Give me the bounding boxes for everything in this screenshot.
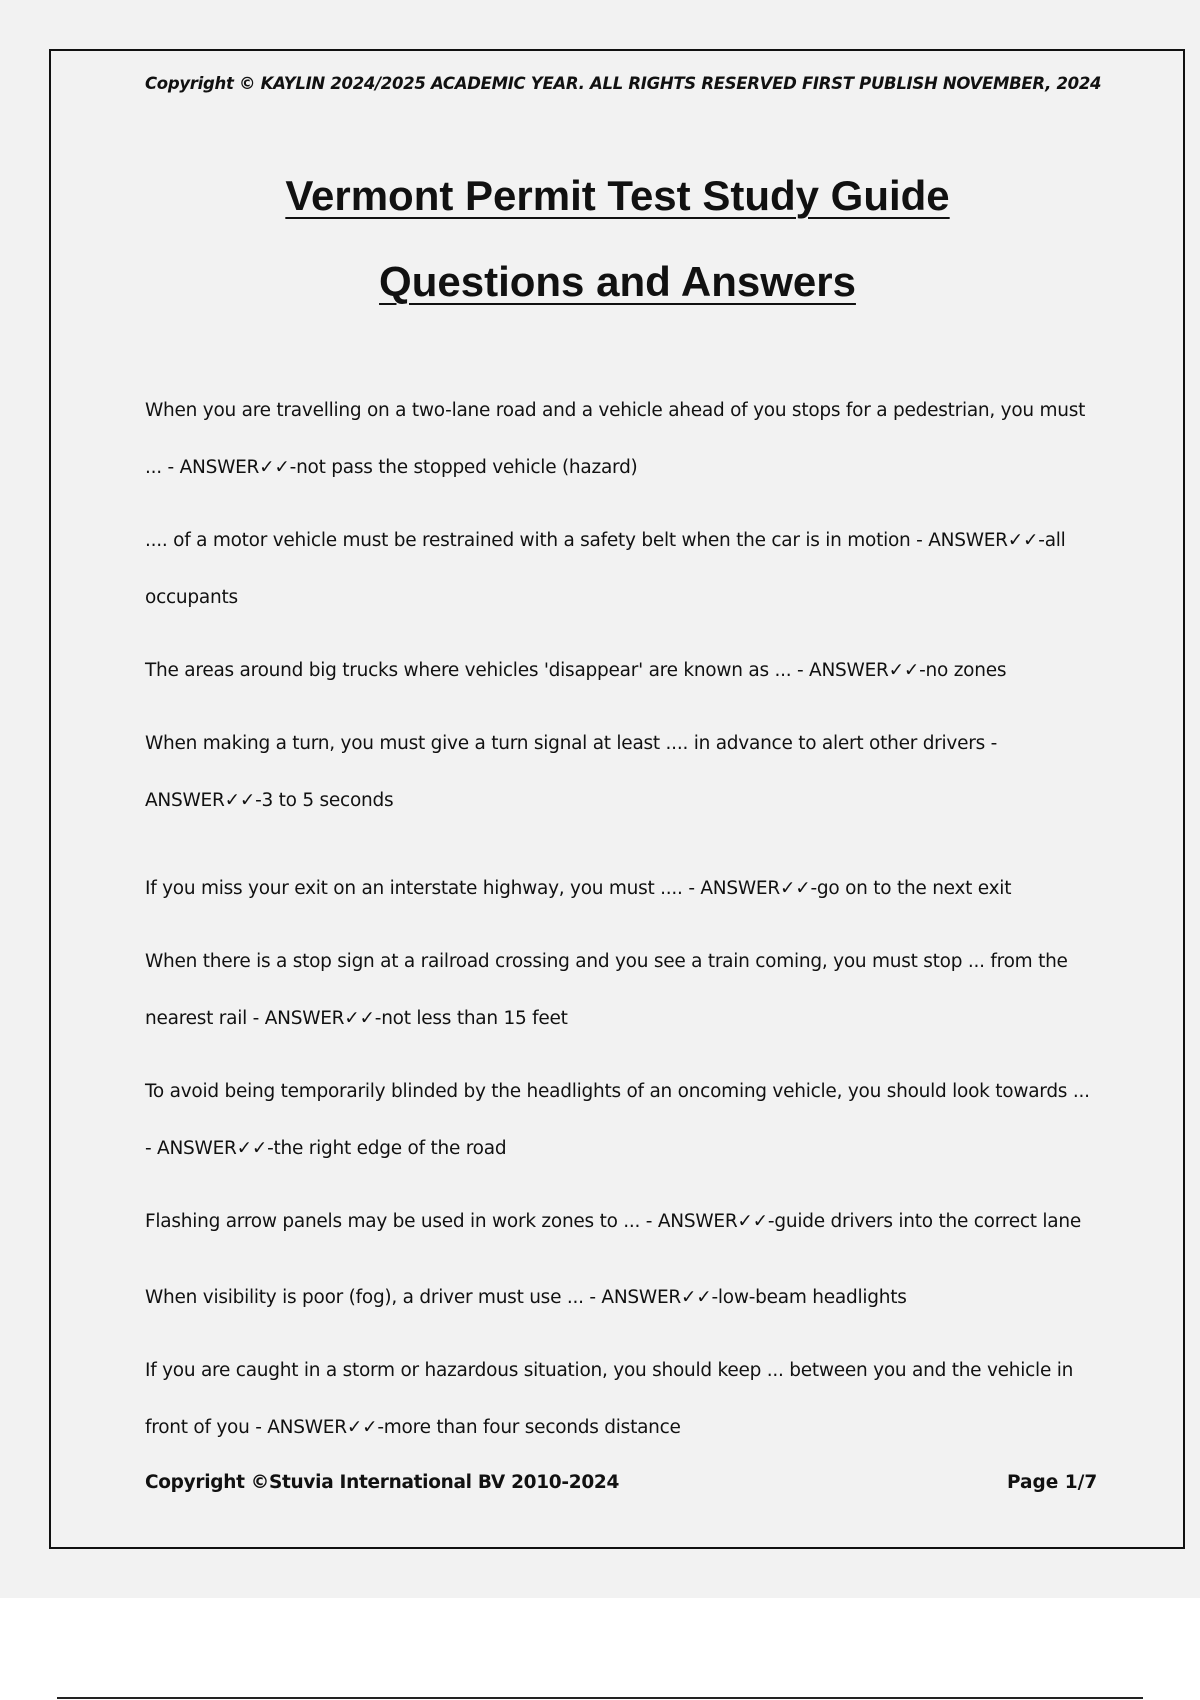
qa-line: Flashing arrow panels may be used in work zones to ... - ANSWER✓✓-guide drivers into the correct lane	[145, 1211, 1081, 1232]
qa-line: When making a turn, you must give a turn signal at least .... in advance to alert other drivers -	[145, 733, 998, 754]
qa-line: nearest rail - ANSWER✓✓-not less than 15 feet	[145, 1008, 568, 1029]
next-page-rule	[57, 1697, 1143, 1699]
qa-line: When visibility is poor (fog), a driver must use ... - ANSWER✓✓-low-beam headlights	[145, 1287, 907, 1308]
qa-line: ... - ANSWER✓✓-not pass the stopped vehicle (hazard)	[145, 457, 638, 478]
qa-line: When there is a stop sign at a railroad crossing and you see a train coming, you must stop ... from the	[145, 951, 1068, 972]
footer-copyright: Copyright ©Stuvia International BV 2010-2024	[145, 1472, 620, 1493]
qa-line: front of you - ANSWER✓✓-more than four seconds distance	[145, 1417, 681, 1438]
qa-line: ANSWER✓✓-3 to 5 seconds	[145, 790, 394, 811]
document-title-line-2: Questions and Answers	[379, 258, 856, 305]
qa-line: If you are caught in a storm or hazardous situation, you should keep ... between you and the vehicle in	[145, 1360, 1074, 1381]
qa-line: The areas around big trucks where vehicles 'disappear' are known as ... - ANSWER✓✓-no zones	[145, 660, 1007, 681]
page-number: Page 1/7	[1007, 1472, 1098, 1493]
qa-line: To avoid being temporarily blinded by the headlights of an oncoming vehicle, you should look towards ...	[145, 1081, 1090, 1102]
header-copyright: Copyright © KAYLIN 2024/2025 ACADEMIC YEAR. ALL RIGHTS RESERVED FIRST PUBLISH NOVEMBER, 2024	[145, 74, 1102, 93]
qa-line: - ANSWER✓✓-the right edge of the road	[145, 1138, 507, 1159]
qa-line: When you are travelling on a two-lane road and a vehicle ahead of you stops for a pedestrian, you must	[145, 400, 1086, 421]
qa-line: .... of a motor vehicle must be restrained with a safety belt when the car is in motion - ANSWER✓✓-all	[145, 530, 1066, 551]
qa-line: occupants	[145, 587, 238, 608]
qa-line: If you miss your exit on an interstate highway, you must .... - ANSWER✓✓-go on to the next exit	[145, 878, 1012, 899]
document-title-line-1: Vermont Permit Test Study Guide	[285, 172, 950, 219]
